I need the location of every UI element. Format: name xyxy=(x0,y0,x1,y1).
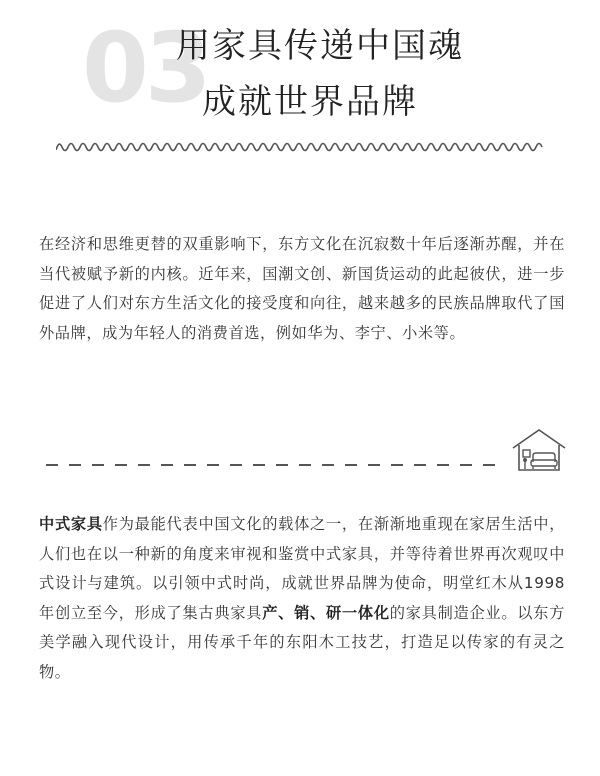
paragraph-text-a: 作为最能代表中国文化的载体之一，在渐渐地重现在家居生活中，人们也在以一种新的角度来审视和鉴赏中式家具，并等待着世界再次观叹中式设计与建筑。以引领中式时尚，成就世界品牌为使命，明堂红木从1998年创立至今，形成了集古典家具 xyxy=(39,515,565,622)
furniture-paragraph xyxy=(39,510,565,687)
page-title xyxy=(0,12,600,130)
section-number: 03 xyxy=(82,12,208,124)
intro-paragraph: 在经济和思维更替的双重影响下，东方文化在沉寂数十年后逐渐苏醒，并在当代被赋予新的内核。近年来，国潮文创、新国货运动的此起彼伏，进一步促进了人们对东方生活文化的接受度和向往，越来越多的民族品牌取代了国外品牌，成为年轻人的消费首选，例如华为、李宁、小米等。 xyxy=(39,235,565,342)
paragraph-text-c: 的家具制造企业。以东方美学融入现代设计，用传承千年的东阳木工技艺，打造足以传家的有灵之物。 xyxy=(39,603,565,681)
house-sofa-icon xyxy=(511,428,567,472)
paragraph-lead-bold: 中式家具 xyxy=(39,515,103,533)
paragraph-bold-b: 产、销、研一体化 xyxy=(262,603,390,622)
title-line-2: 成就世界品牌 xyxy=(202,82,418,122)
wave-divider-icon xyxy=(56,140,544,154)
dashed-divider xyxy=(46,462,506,468)
title-line-1: 用家具传递中国魂 xyxy=(176,26,464,66)
